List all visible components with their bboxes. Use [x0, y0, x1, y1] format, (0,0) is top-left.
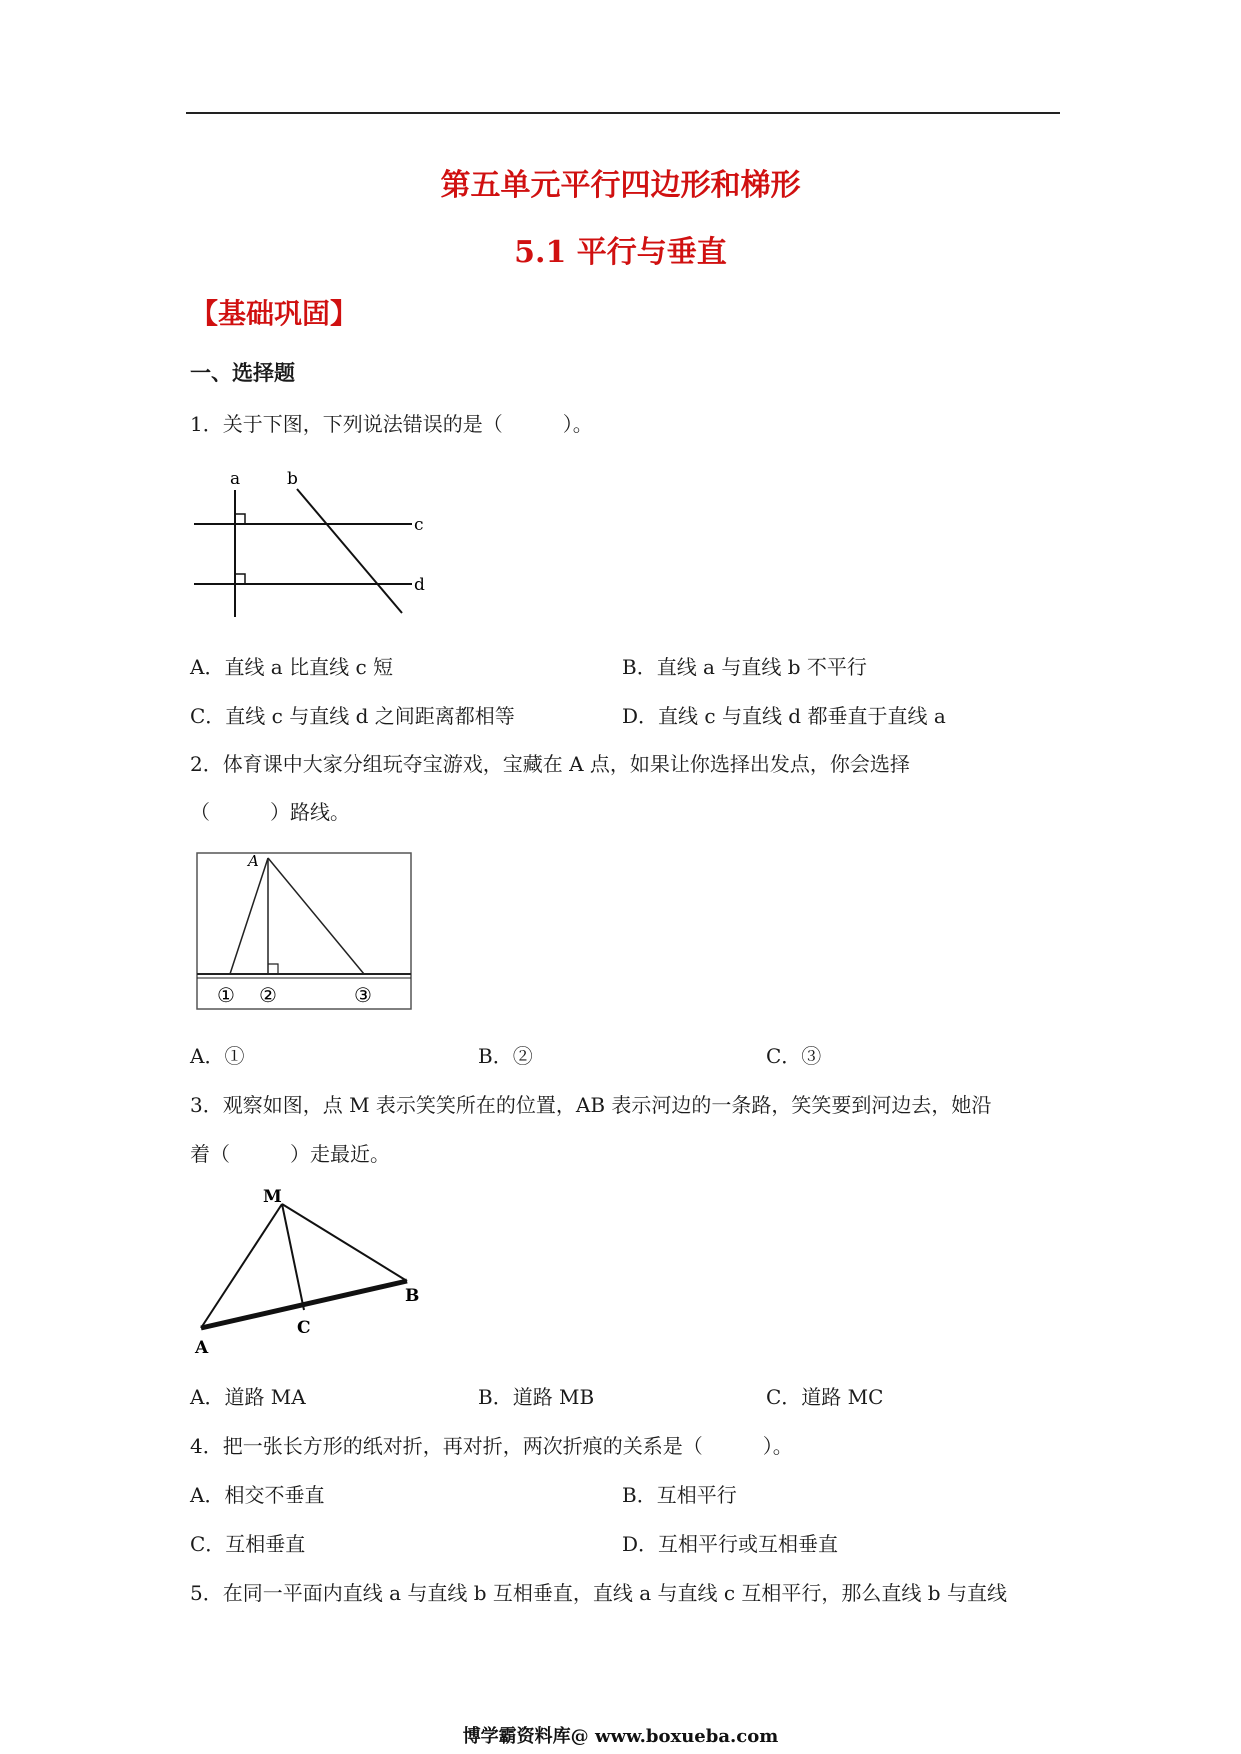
- q1-option-a: A．直线 a 比直线 c 短: [190, 655, 393, 679]
- unit-title: 第五单元平行四边形和梯形: [440, 168, 801, 203]
- start-2-label: ②: [259, 983, 277, 1007]
- section-heading: 【基础巩固】: [190, 297, 359, 330]
- point-a-label: A: [248, 852, 259, 870]
- start-3-label: ③: [354, 983, 372, 1007]
- q3-option-b: B．道路 MB: [478, 1385, 595, 1409]
- point-b-label: B: [405, 1286, 420, 1306]
- q2-option-a: A．①: [190, 1044, 245, 1068]
- q5-stem: 5．在同一平面内直线 a 与直线 b 互相垂直，直线 a 与直线 c 互相平行，那么直线 b 与直线: [190, 1581, 1007, 1605]
- q3-stem-line2: 着（ ）走最近。: [190, 1142, 390, 1166]
- q1-option-b: B．直线 a 与直线 b 不平行: [622, 655, 867, 679]
- q1-option-d: D．直线 c 与直线 d 都垂直于直线 a: [622, 704, 946, 728]
- q4-option-b: B．互相平行: [622, 1483, 737, 1507]
- q2-stem-line1: 2．体育课中大家分组玩夺宝游戏，宝藏在 A 点，如果让你选择出发点，你会选择: [190, 752, 910, 776]
- q2-stem-line2: （ ）路线。: [190, 800, 350, 824]
- line-b: [297, 489, 402, 613]
- label-b: b: [287, 469, 298, 489]
- q4-stem: 4．把一张长方形的纸对折，再对折，两次折痕的关系是（ ）。: [190, 1434, 793, 1458]
- q2-option-b: B．②: [478, 1044, 533, 1068]
- q3-figure: [190, 1185, 430, 1360]
- right-angle-mark-c: [235, 514, 245, 524]
- point-m-label: M: [263, 1187, 282, 1207]
- q2-figure: [196, 852, 414, 1012]
- subsection-heading: 一、选择题: [190, 360, 295, 385]
- q2-option-c: C．③: [766, 1044, 822, 1068]
- road-ma: [201, 1204, 282, 1328]
- q1-option-c: C．直线 c 与直线 d 之间距离都相等: [190, 704, 515, 728]
- label-a: a: [230, 469, 241, 489]
- road-mb: [282, 1204, 407, 1281]
- q4-option-d: D．互相平行或互相垂直: [622, 1532, 839, 1556]
- point-a-label: A: [195, 1338, 209, 1358]
- label-d: d: [414, 575, 425, 595]
- road-mc: [282, 1204, 304, 1310]
- footer-watermark: 博学霸资料库@ www.boxueba.com: [462, 1726, 779, 1747]
- point-c-label: C: [297, 1318, 311, 1338]
- q4-option-c: C．互相垂直: [190, 1532, 306, 1556]
- right-angle-mark-d: [235, 574, 245, 584]
- q1-stem: 1．关于下图，下列说法错误的是（ ）。: [190, 412, 593, 436]
- q3-option-a: A．道路 MA: [190, 1385, 306, 1409]
- label-c: c: [414, 515, 424, 535]
- header-rule: [186, 112, 1060, 114]
- start-1-label: ①: [217, 983, 235, 1007]
- q1-figure: [190, 465, 440, 625]
- lesson-title: 5.1 平行与垂直: [514, 235, 727, 270]
- q3-option-c: C．道路 MC: [766, 1385, 884, 1409]
- q4-option-a: A．相交不垂直: [190, 1483, 325, 1507]
- q3-stem-line1: 3．观察如图，点 M 表示笑笑所在的位置，AB 表示河边的一条路，笑笑要到河边去，她沿: [190, 1093, 992, 1117]
